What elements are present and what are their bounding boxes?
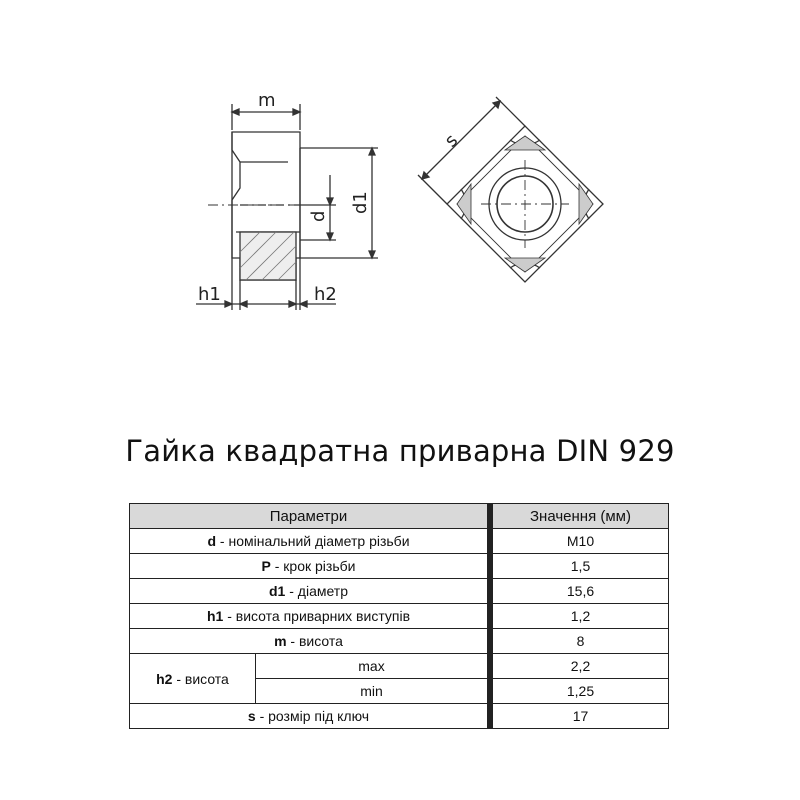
row-value: M10	[493, 529, 669, 554]
param-symbol: h2	[156, 670, 173, 687]
param-desc: - діаметр	[285, 583, 348, 599]
table-row	[130, 554, 669, 579]
row-param	[130, 529, 488, 554]
table-row	[130, 604, 669, 629]
param-symbol: h1	[206, 608, 224, 624]
row-param	[130, 704, 488, 729]
h2-min-label: min	[256, 679, 488, 704]
param-symbol: d1	[269, 583, 286, 599]
row-param	[130, 629, 488, 654]
row-value: 1,2	[493, 604, 669, 629]
param-symbol: s	[247, 708, 256, 724]
spec-table	[129, 503, 669, 729]
dim-label-h2: h2	[314, 284, 337, 305]
table-row	[130, 654, 669, 679]
row-value: 8	[493, 629, 669, 654]
h2-max-value: 2,2	[493, 654, 669, 679]
header-params: Параметри	[130, 504, 488, 529]
dim-label-h1: h1	[198, 284, 221, 305]
param-symbol: m	[274, 633, 287, 649]
param-desc: - номінальний діаметр різьби	[216, 533, 410, 549]
row-value: 15,6	[493, 579, 669, 604]
row-value: 1,5	[493, 554, 669, 579]
top-view	[418, 97, 603, 282]
param-desc: - висота	[172, 670, 229, 687]
h2-max-label: max	[256, 654, 488, 679]
page-title: Гайка квадратна приварна DIN 929	[125, 434, 675, 468]
dim-label-m: m	[258, 90, 276, 111]
row-param-h2	[130, 654, 256, 704]
dim-label-s: s	[440, 130, 463, 152]
table-row	[130, 529, 669, 554]
param-desc: - висота	[286, 633, 343, 649]
dim-label-d1: d1	[350, 191, 371, 214]
row-param	[130, 579, 488, 604]
param-desc: - крок різьби	[270, 558, 356, 574]
dim-label-d: d	[308, 210, 329, 222]
table-row	[130, 704, 669, 729]
param-symbol: P	[261, 558, 271, 574]
table-header-row	[130, 504, 669, 529]
header-values: Значення (мм)	[493, 504, 669, 529]
table-row	[130, 579, 669, 604]
h2-min-value: 1,25	[493, 679, 669, 704]
param-desc: - розмір під ключ	[255, 708, 370, 724]
row-value: 17	[493, 704, 669, 729]
row-param	[130, 604, 488, 629]
table-row	[130, 629, 669, 654]
row-param	[130, 554, 488, 579]
param-desc: - висота приварних виступів	[223, 608, 411, 624]
param-symbol: d	[207, 533, 217, 549]
